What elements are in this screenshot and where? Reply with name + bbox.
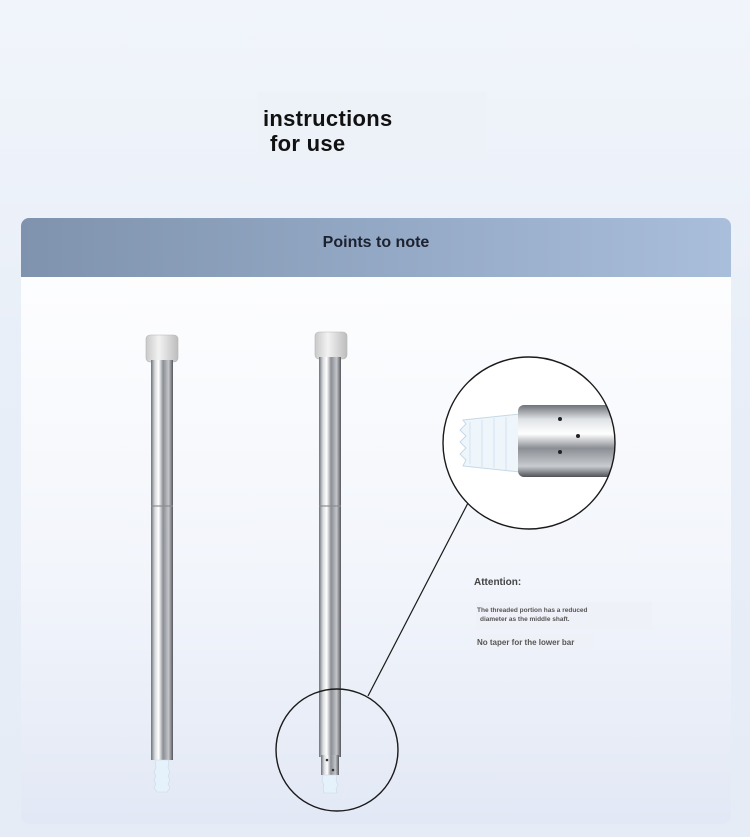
note-line-2: diameter as the middle shaft. [480,616,570,623]
zoom-detail-image [443,357,620,529]
note-line-3: No taper for the lower bar [477,638,575,647]
attention-label: Attention: [474,577,522,588]
rod-image [146,335,178,792]
note-line-1: The threaded portion has a reduced [477,607,588,614]
card-title: Points to note [322,234,430,251]
rod-detail-image [276,332,398,811]
zoom-connector-line [368,503,468,696]
heading-line-1: instructions [263,106,393,131]
heading-line-2: for use [270,131,346,156]
